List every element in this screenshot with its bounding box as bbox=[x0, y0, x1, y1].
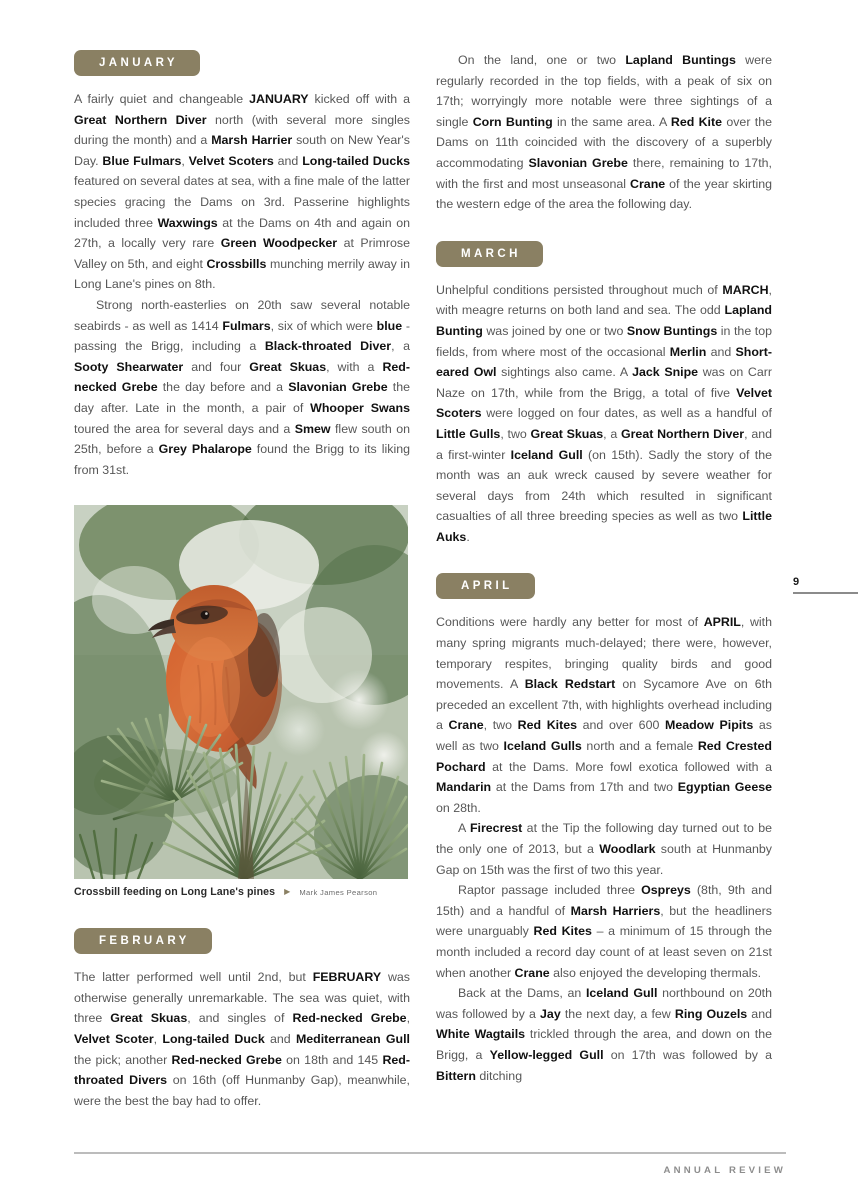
page-number-block bbox=[793, 576, 858, 594]
april-paragraph-1: Conditions were hardly any better for most of APRIL, with many spring migrants much-delayed; there were, however, temporary respites, bringing quality birds and good movements. A Black Redstart on Sycamore Ave on 6th preceded an excellent 7th, with highlights overhead including a Crane, two Red Kites and over 600 Meadow Pipits as well as two Iceland Gulls north and a female Red Crested Pochard at the Dams. More fowl exotica followed with a Mandarin at the Dams from 17th and two Egyptian Geese on 28th. bbox=[436, 615, 773, 815]
month-heading-january-wrap bbox=[74, 50, 410, 76]
march-paragraph-1: Unhelpful conditions persisted throughout much of MARCH, with meagre returns on both land and sea. The odd Lapland Bunting was joined by one or two Snow Buntings in the top fields, from where most of the occasional Merlin and Short-eared Owl sightings also came. A Jack Snipe was on Carr Naze on 17th, while from the Brigg, a total of five Velvet Scoters were logged on four dates, as well as a handful of Little Gulls, two Great Skuas, a Great Northern Diver, and a first-winter Iceland Gull (on 15th). Sadly the story of the month was an auk wreck caused by severe weather for several days from 24th which resulted in significant casualties of all three breeding species as well as two Little Auks. bbox=[436, 282, 773, 544]
credit-marker-icon: ▶ bbox=[284, 887, 291, 897]
month-heading-april-wrap bbox=[436, 573, 772, 599]
photo-caption: Crossbill feeding on Long Lane's pines bbox=[74, 886, 276, 899]
month-heading-march-wrap bbox=[436, 241, 772, 267]
spacer bbox=[436, 547, 772, 573]
crossbill-photo-image bbox=[74, 505, 408, 879]
month-heading-march: MARCH bbox=[436, 241, 543, 267]
footer-divider bbox=[74, 1152, 786, 1154]
january-paragraph-2: Strong north-easterlies on 20th saw several notable seabirds - as well as 1414 Fulmars, six of which were blue - passing the Brigg, including a Black-throated Diver, a Sooty Shearwater and four Great Skuas, with a Red-necked Grebe the day before and a Slavonian Grebe the day after. Late in the month, a pair of Whooper Swans toured the area for several days and a Smew flew south on 25th, before a Grey Phalarope found the Brigg to its liking from 31st. bbox=[74, 297, 411, 477]
page-number-rule bbox=[793, 592, 858, 594]
footer-label: ANNUAL REVIEW bbox=[663, 1165, 786, 1176]
january-paragraph-3: On the land, one or two Lapland Buntings were regularly recorded in the top fields, with a peak of six on 17th; worryingly more notable were three sightings of a single Corn Bunting in the same area. A Red Kite over the Dams on 11th coincided with the discovery of a superbly accommodating Slavonian Grebe there, remaining to 17th, with the first and most unseasonal Crane of the year skirting the western edge of the area the following day. bbox=[436, 53, 772, 212]
month-heading-february-wrap bbox=[74, 928, 410, 954]
column-right bbox=[436, 50, 772, 1086]
april-paragraph-2: A Firecrest at the Tip the following day turned out to be the only one of 2013, but a Woodlark south at Hunmanby Gap on 15th was the first of two this year. bbox=[436, 821, 772, 877]
april-paragraph-4: Back at the Dams, an Iceland Gull northbound on 20th was followed by a Jay the next day, a few Ring Ouzels and White Wagtails trickled through the area, and down on the Brigg, a Yellow-legged Gull on 17th was followed by a Bittern ditching bbox=[436, 986, 772, 1083]
month-heading-april: APRIL bbox=[436, 573, 535, 599]
spacer bbox=[436, 215, 772, 241]
crossbill-photo bbox=[74, 505, 408, 879]
article-columns bbox=[74, 50, 772, 1140]
photo-block bbox=[74, 505, 410, 898]
photo-credit: Mark James Pearson bbox=[299, 888, 378, 898]
photo-caption-row bbox=[74, 886, 410, 898]
spacer bbox=[74, 898, 410, 928]
april-paragraph-3: Raptor passage included three Ospreys (8th, 9th and 15th) and a handful of Marsh Harriers, but the headliners were unarguably Red Kites – a minimum of 15 through the month included a record day count of at least seven on 21st when another Crane also enjoyed the developing thermals. bbox=[436, 883, 772, 980]
month-heading-january: JANUARY bbox=[74, 50, 200, 76]
column-left bbox=[74, 50, 410, 1111]
page-number: 9 bbox=[793, 576, 800, 588]
january-paragraph-1: A fairly quiet and changeable JANUARY kicked off with a Great Northern Diver north (with several more singles during the month) and a Marsh Harrier south on New Year's Day. Blue Fulmars, Velvet Scoters and Long-tailed Ducks featured on several dates at sea, with a fine male of the latter species gracing the Dams on 3rd. Passerine highlights included three Waxwings at the Dams on 4th and again on 27th, a locally very rare Green Woodpecker at Primrose Valley on 5th, and eight Crossbills munching merrily away in Long Lane's pines on 8th. bbox=[74, 92, 410, 292]
month-heading-february: FEBRUARY bbox=[74, 928, 212, 954]
february-paragraph-1: The latter performed well until 2nd, but FEBRUARY was otherwise generally unremarkable. The sea was quiet, with three Great Skuas, and singles of Red-necked Grebe, Velvet Scoter, Long-tailed Duck and Mediterranean Gull the pick; another Red-necked Grebe on 18th and 145 Red-throated Divers on 16th (off Hunmanby Gap), meanwhile, were the best the bay had to offer. bbox=[74, 970, 411, 1108]
